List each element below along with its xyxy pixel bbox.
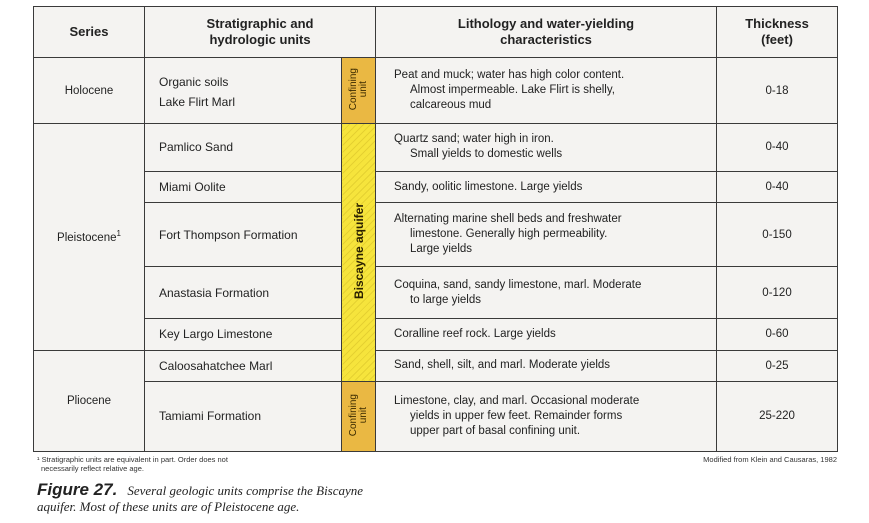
unit-key-largo: Key Largo Limestone [145, 319, 342, 350]
table-row-fort-thompson [34, 203, 838, 267]
unit-anastasia: Anastasia Formation [145, 267, 342, 319]
table-row-anastasia [34, 267, 838, 319]
litho-tamiami: Limestone, clay, and marl. Occasional moderate yields in upper few feet. Remainder forms upper part of basal confining unit. [376, 381, 717, 451]
table-row-pamlico [34, 123, 838, 171]
unit-tamiami: Tamiami Formation [145, 381, 342, 451]
confining-unit-top: Confining unit [342, 58, 376, 124]
unit-miami-oolite: Miami Oolite [145, 172, 342, 203]
series-holocene: Holocene [34, 58, 145, 124]
table-row-key-largo [34, 319, 838, 350]
litho-holocene: Peat and muck; water has high color content. Almost impermeable. Lake Flirt is shelly, calcareous mud [376, 58, 717, 124]
litho-caloosahatchee: Sand, shell, silt, and marl. Moderate yields [376, 350, 717, 381]
series-pleistocene: Pleistocene$^1$ [34, 123, 145, 350]
source-credit: Modified from Klein and Causaras, 1982 [703, 455, 837, 464]
litho-fort-thompson: Alternating marine shell beds and freshwater limestone. Generally high permeability. Large yields [376, 203, 717, 267]
thickness-key-largo: 0-60 [717, 319, 838, 350]
litho-miami: Sandy, oolitic limestone. Large yields [376, 172, 717, 203]
unit-caloosahatchee: Caloosahatchee Marl [145, 350, 342, 381]
unit-pamlico-sand: Pamlico Sand [145, 123, 342, 171]
litho-key-largo: Coralline reef rock. Large yields [376, 319, 717, 350]
thickness-tamiami: 25-220 [717, 381, 838, 451]
unit-lake-flirt-marl: Lake Flirt Marl [159, 94, 236, 109]
table-row-holocene [34, 58, 838, 124]
thickness-caloosahatchee: 0-25 [717, 350, 838, 381]
header-row [34, 7, 838, 58]
unit-cell-holocene [145, 58, 342, 124]
series-pliocene: Pliocene [34, 350, 145, 451]
thickness-anastasia: 0-120 [717, 267, 838, 319]
table-row-miami [34, 172, 838, 203]
thickness-holocene: 0-18 [717, 58, 838, 124]
figure-number: Figure 27. [37, 480, 118, 499]
table-row-caloosahatchee [34, 350, 838, 381]
biscayne-aquifer-bar: Biscayne aquifer [342, 123, 376, 381]
header-thickness: Thickness (feet) [717, 7, 838, 58]
header-lithology: Lithology and water-yielding characteristics [376, 7, 717, 58]
thickness-miami: 0-40 [717, 172, 838, 203]
litho-pamlico: Quartz sand; water high in iron. Small yields to domestic wells [376, 123, 717, 171]
thickness-fort-thompson: 0-150 [717, 203, 838, 267]
stratigraphy-table [33, 6, 838, 452]
thickness-pamlico: 0-40 [717, 123, 838, 171]
unit-fort-thompson: Fort Thompson Formation [145, 203, 342, 267]
footnote: ¹ Stratigraphic units are equivalent in part. Order does not necessarily reflect relative age. [37, 455, 228, 473]
confining-unit-bottom: Confining unit [342, 381, 376, 451]
header-series: Series [34, 7, 145, 58]
table-row-tamiami [34, 381, 838, 451]
header-units: Stratigraphic and hydrologic units [145, 7, 376, 58]
figure-caption: Figure 27. Several geologic units comprise the Biscayne aquifer. Most of these units are of Pleistocene age. [37, 480, 364, 514]
unit-organic-soils: Organic soils [159, 74, 229, 89]
litho-anastasia: Coquina, sand, sandy limestone, marl. Moderate to large yields [376, 267, 717, 319]
